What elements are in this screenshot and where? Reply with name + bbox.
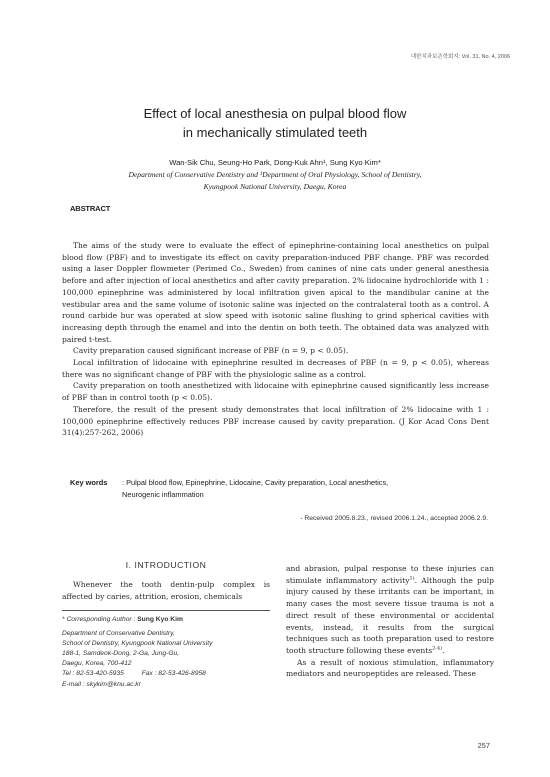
keywords-line-2: Neurogenic inflammation [122, 489, 204, 499]
title-line-2: in mechanically stimulated teeth [182, 125, 368, 140]
correspondence-line-1: Department of Conservative Dentistry, [62, 629, 175, 637]
affiliation-line-2: Kyungpook National University, Daegu, Korea [203, 181, 347, 191]
received-dates: - Received 2005.8.23., revised 2006.1.24., accepted 2006.2.9. [300, 515, 488, 522]
abstract-paragraph-5: Therefore, the result of the present study demonstrates that local infiltration of 2% lidocaine with 1 : 100,000 epinephrine effectively reduces PBF increase caused by cavity preparation. (J Kor Acad Cons Dent 31(4):257-262, 2006) [62, 404, 489, 438]
footnote-divider [62, 610, 270, 611]
intro-paragraph-2: As a result of noxious stimulation, inflammatory mediators and neuropeptides are released. These [286, 657, 494, 679]
keywords [70, 477, 490, 500]
correspondence-tel: Tel : 82-53-420-5935 [62, 670, 124, 678]
correspondence-line-4: Daegu, Korea, 700-412 [62, 660, 132, 668]
corresponding-author [62, 615, 270, 625]
citation-2-4[interactable]: 2-4) [432, 645, 443, 652]
correspondence-email: E-mail : skykim@knu.ac.kr [62, 680, 141, 688]
intro-paragraph-continued [286, 563, 494, 657]
abstract-paragraph-3: Local infiltration of lidocaine with epinephrine resulted in decreases of PBF (n = 9, p < 0.05), whereas there was no significant change of PBF with the physiologic saline as a control. [62, 358, 489, 379]
running-head: 대한치과보존학회지: Vol. 31, No. 4, 2006 [410, 54, 510, 60]
abstract-paragraph-1: The aims of the study were to evaluate the effect of epinephrine-containing local anesthetics on pulpal blood flow (PBF) and to investigate its effect on cavity preparation-induced PBF change. PBF was recorded using a laser Doppler flowmeter (Perimed Co., Sweden) from canines of nine cats under general anesthesia before and after injection of local anesthetics and after cavity preparation. 2% lidocaine hydrochloride with 1 : 100,000 epinephrine was administered by local infiltration given apical to the mandibular canine at the vestibular area and the same volume of isotonic saline was injected on the contralateral tooth as a control. A round carbide bur was operated at slow speed with isotonic saline flushing to grind spherical cavities with increasing depth through the enamel and into the dentin on both teeth. The obtained data was analyzed with paired t-test. [62, 241, 489, 344]
abstract-heading: ABSTRACT [70, 204, 111, 213]
abstract-paragraph-4: Cavity preparation on tooth anesthetized with lidocaine with epinephrine caused significantly less increase of PBF than in control tooth (p < 0.05). [62, 381, 489, 403]
right-column [286, 563, 494, 680]
abstract-paragraph-2: Cavity preparation caused significant increase of PBF (n = 9, p < 0.05). [73, 346, 349, 356]
introduction-left-text [62, 579, 270, 602]
intro-text-b: . Although the pulp injury caused by these irritants can be important, in many cases the most severe tissue trauma is not a direct result of these environmental or accidental events, instead, it results from the surgical techniques such as tooth preparation used to restore tooth structure following these events [286, 575, 494, 655]
author-list: Wan-Sik Chu, Seung-Ho Park, Dong-Kuk Ahn¹, Sung Kyo Kim* [169, 158, 381, 167]
correspondence-line-2: School of Dentistry, Kyungpook National University [62, 639, 213, 647]
corresponding-name: Sung Kyo Kim [137, 616, 183, 624]
correspondence-line-3: 188-1, Samdeok-Dong, 2-Ga, Jung-Gu, [62, 650, 180, 658]
title-line-1: Effect of local anesthesia on pulpal blood flow [143, 106, 407, 121]
intro-text-c: . [442, 645, 445, 655]
abstract-body [62, 240, 489, 439]
left-column [62, 560, 270, 690]
page-number: 257 [477, 741, 490, 750]
correspondence-phone [62, 669, 270, 679]
affiliation-line-1: Department of Conservative Dentistry and ¹Department of Oral Physiology, School of Dentistry, [128, 170, 422, 179]
correspondence-fax: Fax : 82-53-426-8958 [141, 670, 206, 678]
citation-1[interactable]: 1) [409, 575, 415, 582]
intro-text-a: and abrasion, pulpal response to these injuries can stimulate inflammatory activity [286, 564, 494, 585]
correspondence-block [62, 615, 270, 689]
affiliation [40, 169, 510, 192]
keywords-label: Key words [70, 478, 108, 487]
introduction-right-text [286, 563, 494, 680]
corresponding-label: * Corresponding Author : [62, 616, 136, 624]
keywords-line-1: : Pulpal blood flow, Epinephrine, Lidocaine, Cavity preparation, Local anesthetics, [122, 478, 389, 487]
intro-paragraph-start: Whenever the tooth dentin-pulp complex is affected by caries, attrition, erosion, chemicals [62, 580, 270, 601]
paper-title [40, 104, 510, 142]
introduction-heading: Ⅰ. INTRODUCTION [125, 560, 207, 570]
